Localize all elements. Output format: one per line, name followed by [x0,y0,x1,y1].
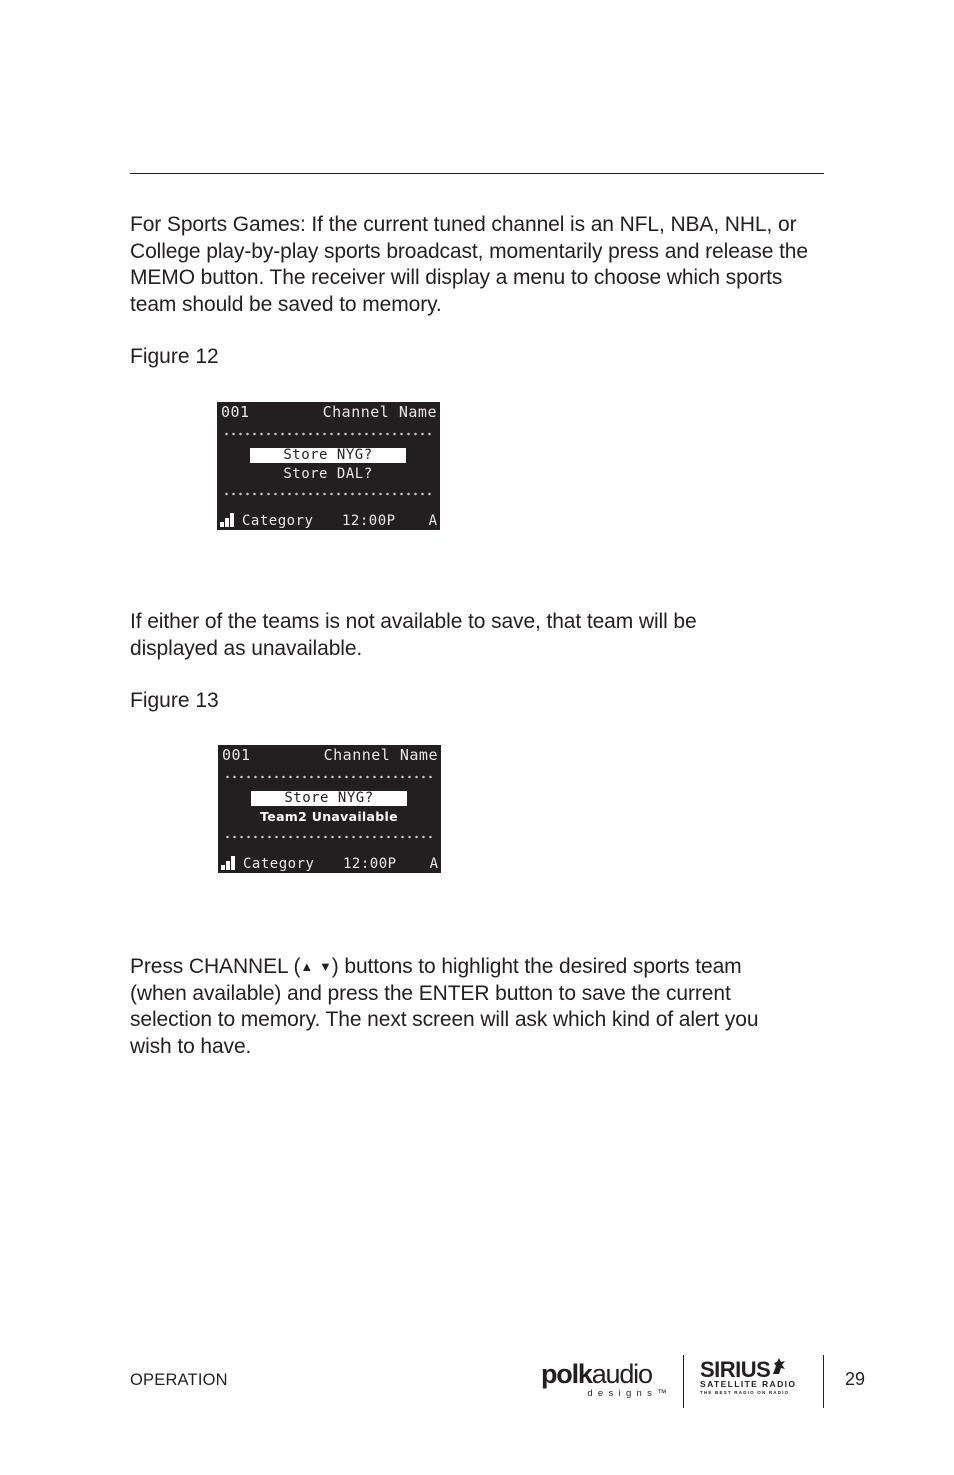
signal-strength-icon [221,855,241,870]
instructions-text-end: ) buttons to highlight the desired sports team (when available) and press the ENTER button to save the current selection to memory. The next screen will ask which kind of alert you wish to have. [130,955,759,1058]
figure-12-label: Figure 12 [130,345,219,368]
channel-name: Channel Name [323,746,438,764]
status-bar [218,853,441,873]
menu-option-selected: Store NYG? [250,448,406,463]
footer-divider [823,1355,824,1408]
figure-13-lcd-screen [218,745,441,873]
sirius-logo [700,1357,800,1399]
sirius-wordmark: SIRIUS [700,1357,771,1382]
figure-13-label: Figure 13 [130,689,219,712]
mode-indicator: A [428,513,437,529]
header-rule [130,173,824,174]
menu-option: Store DAL? [283,466,373,482]
footer-divider [683,1355,684,1408]
instructions-text-start: Press CHANNEL ( [130,955,301,978]
unavailable-paragraph: If either of the teams is not available to save, that team will be displayed as unavailable. [130,610,697,660]
section-name: OPERATION [130,1371,228,1389]
store-team-menu [229,781,429,834]
dot-pattern [224,835,433,839]
category-label: Category [242,513,314,529]
intro-paragraph: For Sports Games: If the current tuned channel is an NFL, NBA, NHL, or College play-by-play sports broadcast, momentarily press and release the MEMO button. The receiver will display a menu to choose which sports team should be saved to memory. [130,213,808,316]
channel-number: 001 [222,746,251,764]
clock-time: 12:00P [342,513,396,529]
up-triangle-icon: ▲ [300,959,314,974]
polk-designs-text: designs™ [587,1388,672,1399]
menu-option-unavailable: Team2 Unavailable [260,809,398,824]
dot-pattern [223,492,432,496]
signal-strength-icon [220,512,240,527]
sirius-subtitle: SATELLITE RADIO [700,1379,797,1389]
category-label: Category [243,856,315,872]
dot-pattern [224,775,433,779]
menu-option-selected: Store NYG? [251,791,407,806]
sirius-tagline: THE BEST RADIO ON RADIO [700,1390,790,1395]
clock-time: 12:00P [343,856,397,872]
sirius-dog-icon [770,1357,788,1380]
channel-name: Channel Name [322,403,437,421]
instructions-paragraph [130,954,790,1060]
page-number: 29 [845,1369,866,1389]
channel-number: 001 [221,403,250,421]
polk-audio-logo [541,1359,676,1399]
polk-wordmark: polkaudio [541,1359,652,1389]
dot-pattern [223,432,432,436]
down-triangle-icon: ▼ [318,959,332,974]
figure-12-lcd-screen [217,402,440,530]
mode-indicator: A [429,856,438,872]
status-bar [217,510,440,530]
store-team-menu [228,438,428,491]
